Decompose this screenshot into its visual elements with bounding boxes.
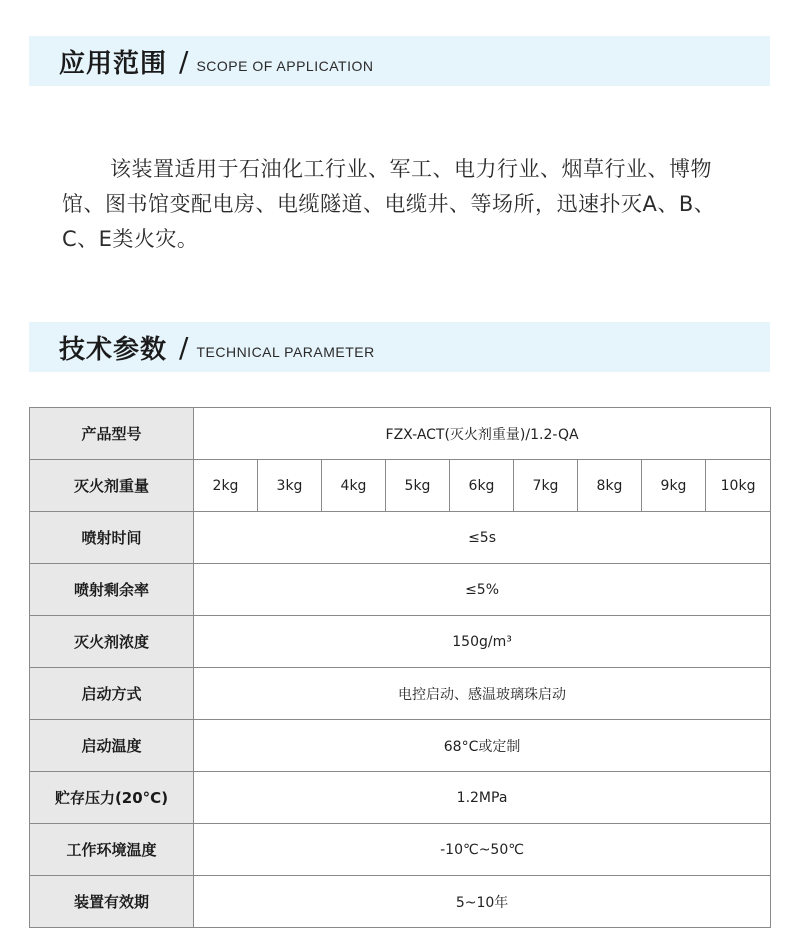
row-label: 产品型号 [30, 408, 194, 460]
row-value: 150g/m³ [194, 616, 771, 668]
row-label: 装置有效期 [30, 876, 194, 928]
row-value: 5~10年 [194, 876, 771, 928]
table-row [30, 512, 771, 564]
row-label: 喷射时间 [30, 512, 194, 564]
weight-cell: 5kg [386, 460, 450, 512]
table-row [30, 668, 771, 720]
spec-table [29, 407, 771, 928]
row-label: 启动温度 [30, 720, 194, 772]
table-row [30, 616, 771, 668]
weight-cell: 10kg [706, 460, 771, 512]
section-slash: / [179, 44, 189, 78]
section-title: 技术参数 [59, 334, 168, 365]
row-label: 工作环境温度 [30, 824, 194, 876]
table-row-model [30, 408, 771, 460]
section-slash: / [179, 330, 189, 364]
table-row [30, 876, 771, 928]
table-row-weight [30, 460, 771, 512]
weight-cell: 3kg [258, 460, 322, 512]
table-row [30, 772, 771, 824]
row-label: 贮存压力(20°C) [30, 772, 194, 824]
table-row [30, 564, 771, 616]
weight-cell: 2kg [194, 460, 258, 512]
weight-cell: 6kg [450, 460, 514, 512]
weight-cell: 7kg [514, 460, 578, 512]
section-subtitle: SCOPE OF APPLICATION [196, 58, 374, 74]
row-value: ≤5% [194, 564, 771, 616]
table-row [30, 720, 771, 772]
row-value: ≤5s [194, 512, 771, 564]
weight-cell: 9kg [642, 460, 706, 512]
row-value: 68°C或定制 [194, 720, 771, 772]
row-value: 1.2MPa [194, 772, 771, 824]
section-header-technical [29, 322, 770, 372]
row-value: 电控启动、感温玻璃珠启动 [194, 668, 771, 720]
row-label: 灭火剂浓度 [30, 616, 194, 668]
row-label: 启动方式 [30, 668, 194, 720]
application-description: 该装置适用于石油化工行业、军工、电力行业、烟草行业、博物馆、图书馆变配电房、电缆隧道、电缆井、等场所，迅速扑灭A、B、C、E类火灾。 [62, 157, 716, 251]
row-value: -10℃~50℃ [194, 824, 771, 876]
weight-cell: 4kg [322, 460, 386, 512]
weight-cell: 8kg [578, 460, 642, 512]
section-subtitle: TECHNICAL PARAMETER [196, 344, 375, 360]
row-label: 灭火剂重量 [30, 460, 194, 512]
section-header-application [29, 36, 770, 86]
section-title: 应用范围 [59, 48, 168, 79]
table-row [30, 824, 771, 876]
row-label: 喷射剩余率 [30, 564, 194, 616]
row-value: FZX-ACT(灭火剂重量)/1.2-QA [194, 408, 771, 460]
